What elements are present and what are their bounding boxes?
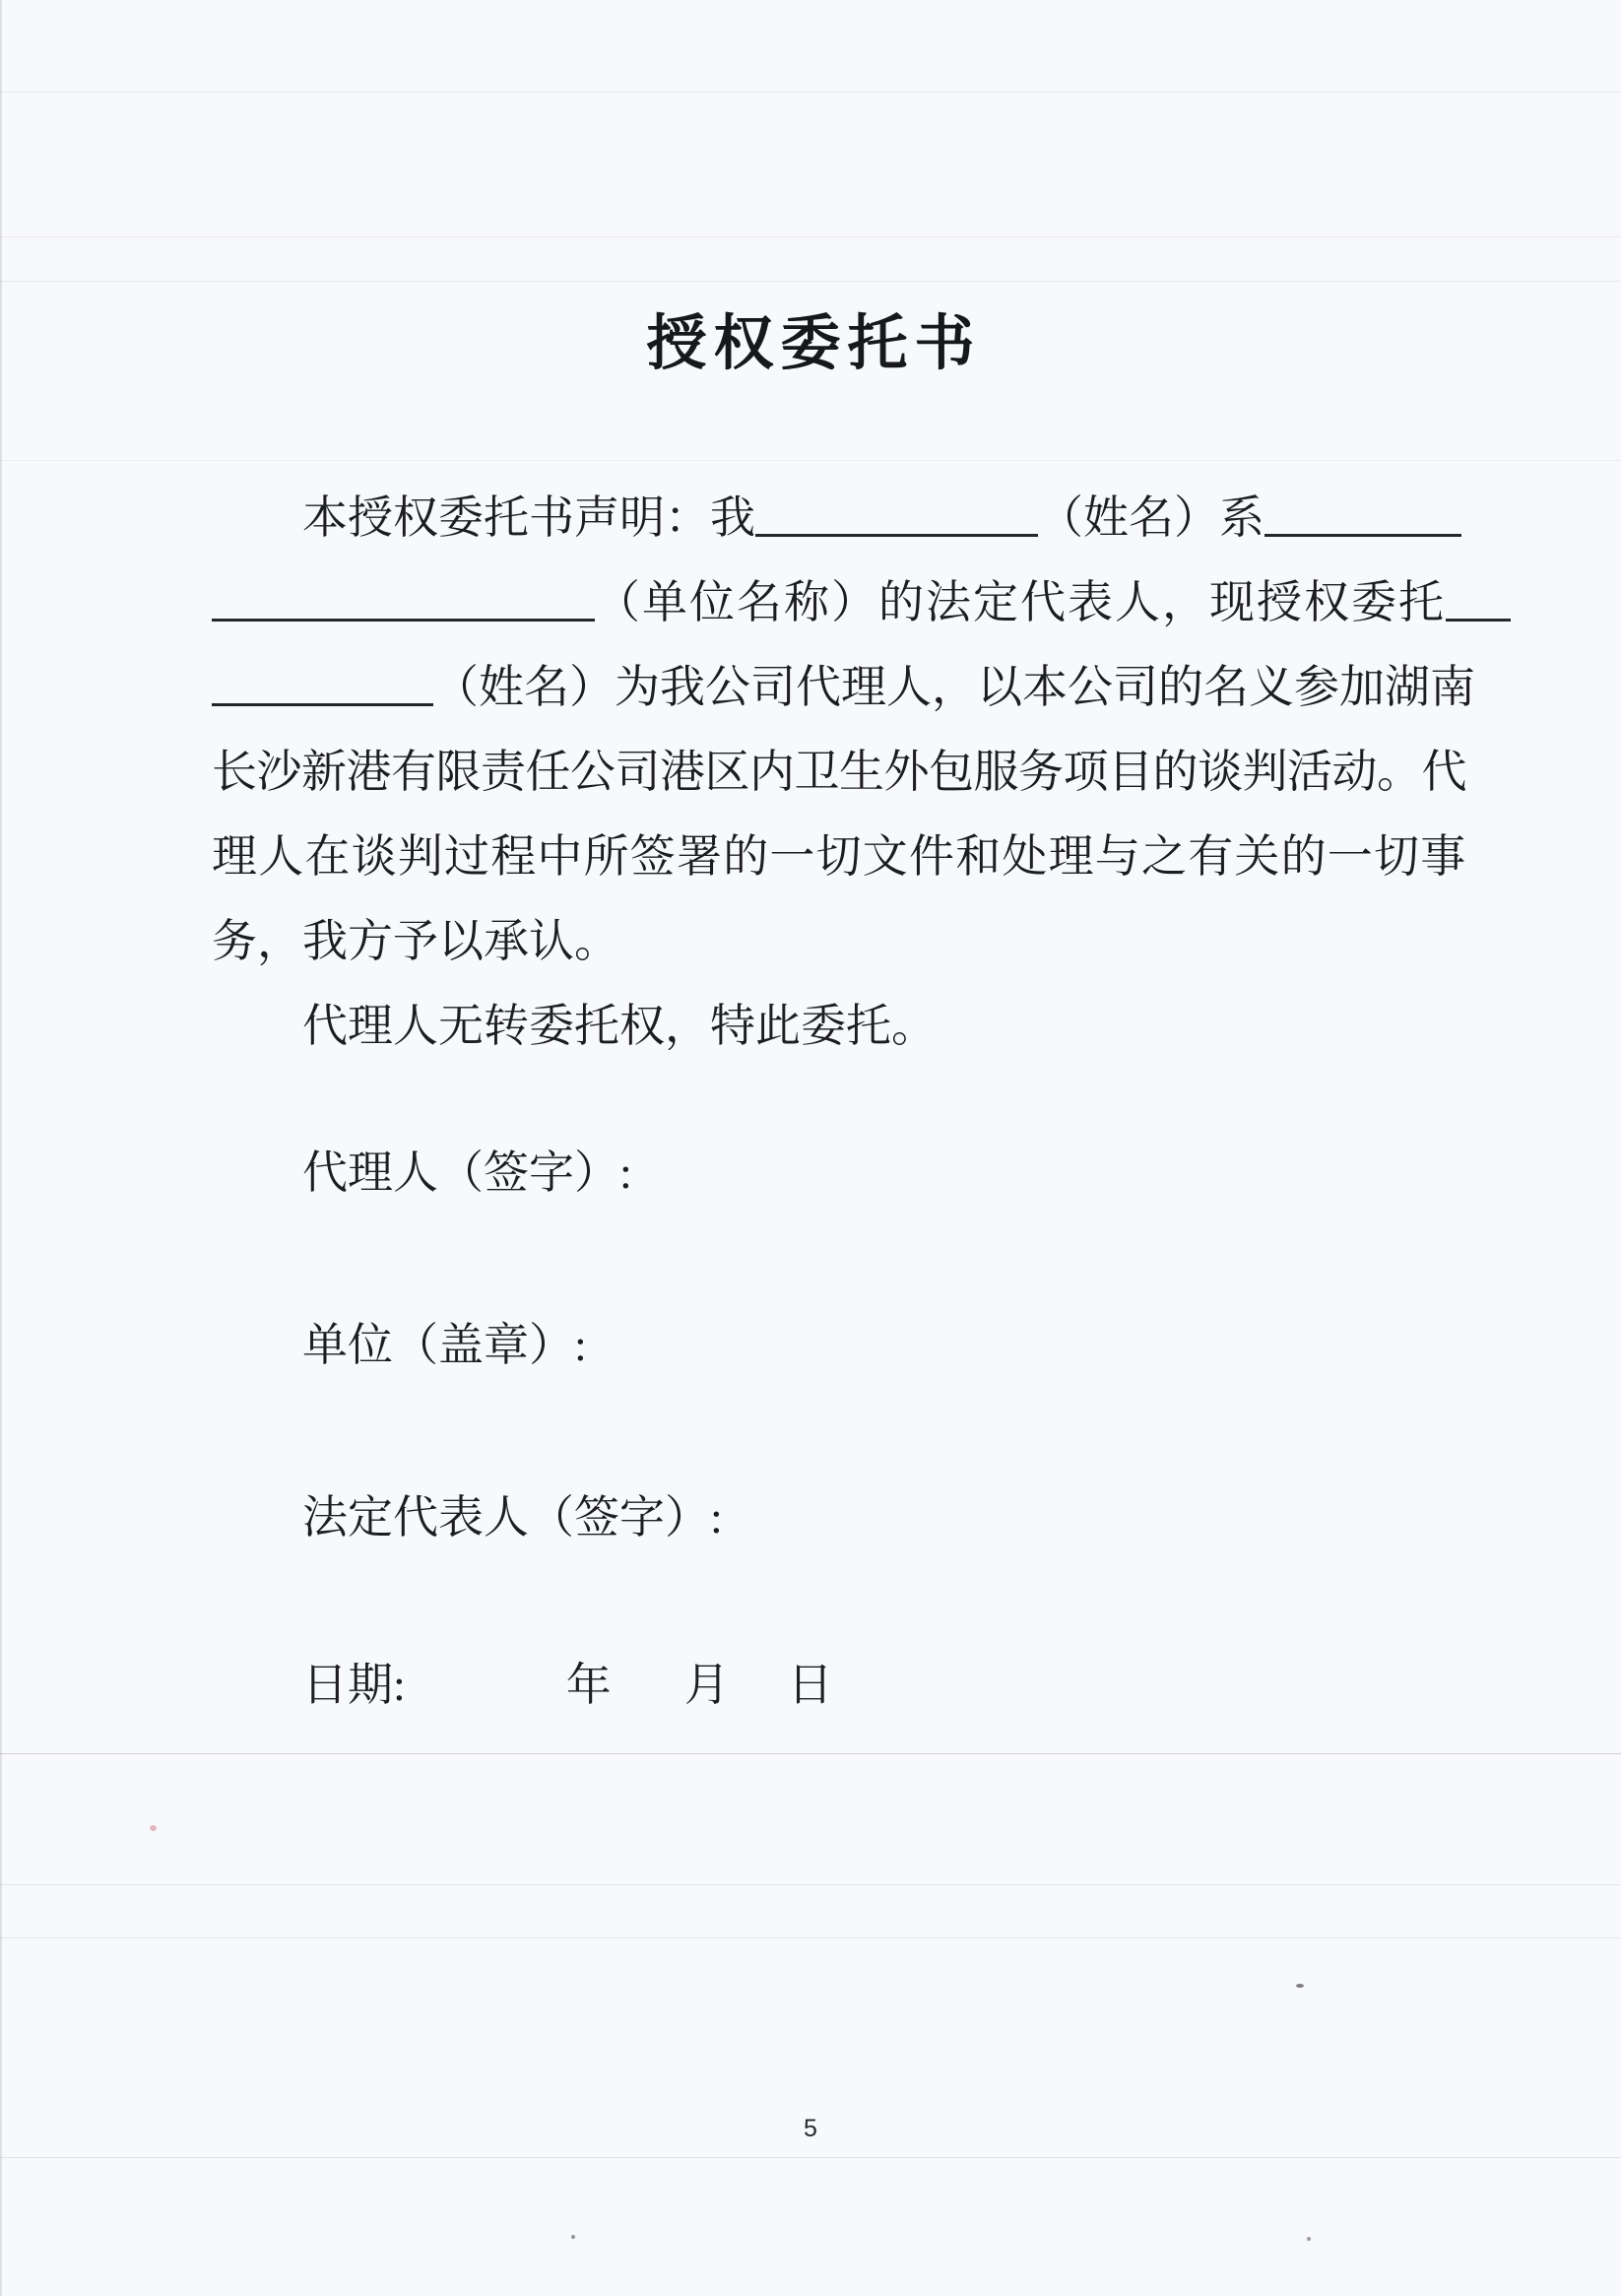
line6-text: 务，我方予以承认。 <box>212 916 619 966</box>
blank-field <box>1264 491 1461 537</box>
unit-seal-label: 单位（盖章）: <box>302 1320 587 1370</box>
agent-signature-label: 代理人（签字）: <box>302 1148 632 1198</box>
blank-field <box>1446 575 1511 622</box>
scan-artifact-line <box>0 281 1621 282</box>
paragraph-line-2 <box>212 560 1551 645</box>
scan-artifact-line <box>0 1753 1621 1754</box>
line2-text: （单位名称）的法定代表人，现授权委托 <box>595 577 1446 627</box>
scan-speck <box>150 1825 157 1831</box>
line4-text: 长沙新港有限责任公司港区内卫生外包服务项目的谈判活动。代 <box>212 747 1466 797</box>
legal-representative-signature-label: 法定代表人（签字）: <box>302 1492 723 1542</box>
document-title: 授权委托书 <box>646 311 982 377</box>
date-label: 日期: <box>302 1660 406 1710</box>
document-body <box>212 476 1551 1069</box>
scan-artifact-line <box>0 2157 1621 2158</box>
date-day-label: 日 <box>787 1660 833 1710</box>
line1-text-b: （姓名）系 <box>1038 492 1264 543</box>
line3-text: （姓名）为我公司代理人，以本公司的名义参加湖南 <box>433 662 1475 712</box>
scan-artifact-line <box>0 1937 1621 1938</box>
line5-text: 理人在谈判过程中所签署的一切文件和处理与之有关的一切事 <box>212 831 1467 882</box>
paragraph-line-4 <box>212 730 1551 815</box>
paragraph-line-3 <box>212 645 1551 730</box>
line7-text: 代理人无转委托权，特此委托。 <box>302 1001 937 1051</box>
line1-text-a: 本授权委托书声明：我 <box>302 492 755 543</box>
scan-speck <box>571 2235 575 2239</box>
date-month-label: 月 <box>683 1660 730 1710</box>
paragraph-line-7 <box>212 984 1551 1069</box>
page-number: 5 <box>804 2115 817 2142</box>
scan-speck <box>1307 2237 1311 2241</box>
scan-artifact-line <box>0 92 1621 93</box>
date-line <box>302 1660 833 1710</box>
blank-name-field <box>212 660 433 706</box>
scan-artifact-line <box>0 1884 1621 1885</box>
scan-artifact-line <box>0 236 1621 237</box>
blank-name-field <box>755 491 1038 537</box>
paragraph-line-5 <box>212 815 1551 899</box>
blank-unit-field <box>212 575 595 622</box>
paragraph-line-1 <box>212 476 1551 560</box>
scan-artifact-line <box>0 460 1621 461</box>
scan-speck <box>1296 1984 1304 1988</box>
date-year-label: 年 <box>565 1660 612 1710</box>
paragraph-line-6 <box>212 899 1551 984</box>
